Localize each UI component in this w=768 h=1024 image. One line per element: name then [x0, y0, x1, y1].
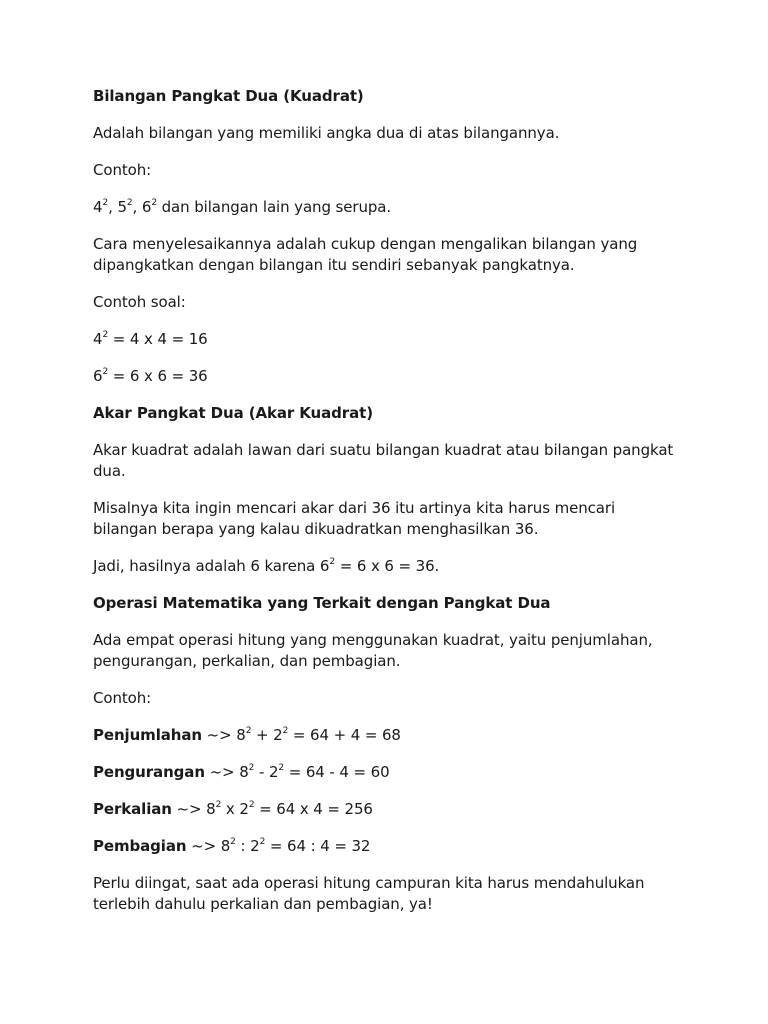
operand-b: 2: [273, 726, 283, 744]
operation-result: = 64 x 4 = 256: [259, 800, 373, 818]
exponent: 2: [248, 800, 255, 810]
operation-label: Perkalian: [93, 800, 172, 818]
operand-a: 8: [239, 763, 249, 781]
definition-akar: Akar kuadrat adalah lawan dari suatu bilangan kuadrat atau bilangan pangkat dua.: [93, 441, 674, 480]
heading-kuadrat: Bilangan Pangkat Dua (Kuadrat): [93, 87, 364, 105]
arrow: ~>: [176, 800, 202, 818]
example-akar: Misalnya kita ingin mencari akar dari 36 itu artinya kita harus mencari bilangan berapa yang kalau dikuadratkan menghasilkan 36.: [93, 499, 616, 538]
exponent: 2: [259, 837, 266, 847]
exponent: 2: [248, 763, 255, 773]
arrow: ~>: [206, 726, 232, 744]
operation-result: = 64 - 4 = 60: [288, 763, 390, 781]
example-number: 6: [141, 198, 152, 216]
operand-a: 8: [206, 800, 216, 818]
exponent: 2: [215, 800, 222, 810]
example-suffix: dan bilangan lain yang serupa.: [161, 198, 392, 216]
exponent: 2: [102, 330, 109, 340]
exponent: 2: [329, 557, 336, 567]
exponent: 2: [245, 726, 252, 736]
heading-operasi: Operasi Matematika yang Terkait dengan Pangkat Dua: [93, 594, 551, 612]
problem-label: Contoh soal:: [93, 293, 186, 311]
exponent: 2: [278, 763, 285, 773]
operation-row: [93, 725, 683, 746]
operator: +: [256, 726, 269, 744]
result-akar: [93, 556, 683, 577]
operand-a: 8: [220, 837, 231, 855]
exponent: 2: [102, 198, 109, 208]
operation-row: [93, 799, 683, 820]
closing-note: Perlu diingat, saat ada operasi hitung campuran kita harus mendahulukan terlebih dahulu perkalian dan pembagian, ya!: [93, 874, 645, 913]
arrow: ~>: [209, 763, 235, 781]
arrow: ~>: [191, 837, 217, 855]
operation-row: [93, 836, 683, 857]
operand-b: 2: [239, 800, 249, 818]
exponent: 2: [151, 198, 157, 208]
result-suffix: = 6 x 6 = 36.: [335, 557, 440, 575]
definition-kuadrat: Adalah bilangan yang memiliki angka dua di atas bilangannya.: [93, 124, 560, 142]
operation-label: Pengurangan: [93, 763, 205, 781]
method-text: Cara menyelesaikannya adalah cukup dengan mengalikan bilangan yang dipangkatkan dengan bilangan itu sendiri sebanyak pangkatnya.: [93, 235, 638, 274]
problem-2: [93, 366, 683, 387]
operand-a: 8: [236, 726, 246, 744]
operation-result: = 64 : 4 = 32: [269, 837, 371, 855]
operator: :: [240, 837, 246, 855]
operasi-example-label: Contoh:: [93, 689, 152, 707]
problem-rest: = 4 x 4 = 16: [108, 330, 208, 348]
example-number: 4: [93, 198, 103, 216]
operation-row: [93, 762, 683, 783]
exponent: 2: [102, 367, 109, 377]
example-label: Contoh:: [93, 161, 152, 179]
operation-label: Penjumlahan: [93, 726, 202, 744]
intro-operasi: Ada empat operasi hitung yang menggunakan kuadrat, yaitu penjumlahan, pengurangan, perkalian, dan pembagian.: [93, 631, 653, 670]
exponent: 2: [282, 726, 289, 736]
problem-rest: = 6 x 6 = 36: [108, 367, 208, 385]
problem-base: 6: [93, 367, 103, 385]
problem-base: 4: [93, 330, 103, 348]
exponent: 2: [230, 837, 236, 847]
exponent: 2: [126, 198, 133, 208]
operator: -: [258, 763, 265, 781]
operator: x: [225, 800, 235, 818]
example-numbers: $4^2$, $5^2$, $6^2$ dan bilangan lain yang serupa.: [93, 198, 392, 216]
operation-label: Pembagian: [93, 837, 187, 855]
example-number: 5: [117, 198, 127, 216]
operation-result: = 64 + 4 = 68: [292, 726, 401, 744]
heading-akar-kuadrat: Akar Pangkat Dua (Akar Kuadrat): [93, 404, 373, 422]
operand-b: 2: [268, 763, 279, 781]
problem-1: [93, 329, 683, 350]
result-prefix: Jadi, hasilnya adalah 6 karena 6: [93, 557, 330, 575]
operand-b: 2: [250, 837, 260, 855]
document-page: [93, 86, 683, 931]
